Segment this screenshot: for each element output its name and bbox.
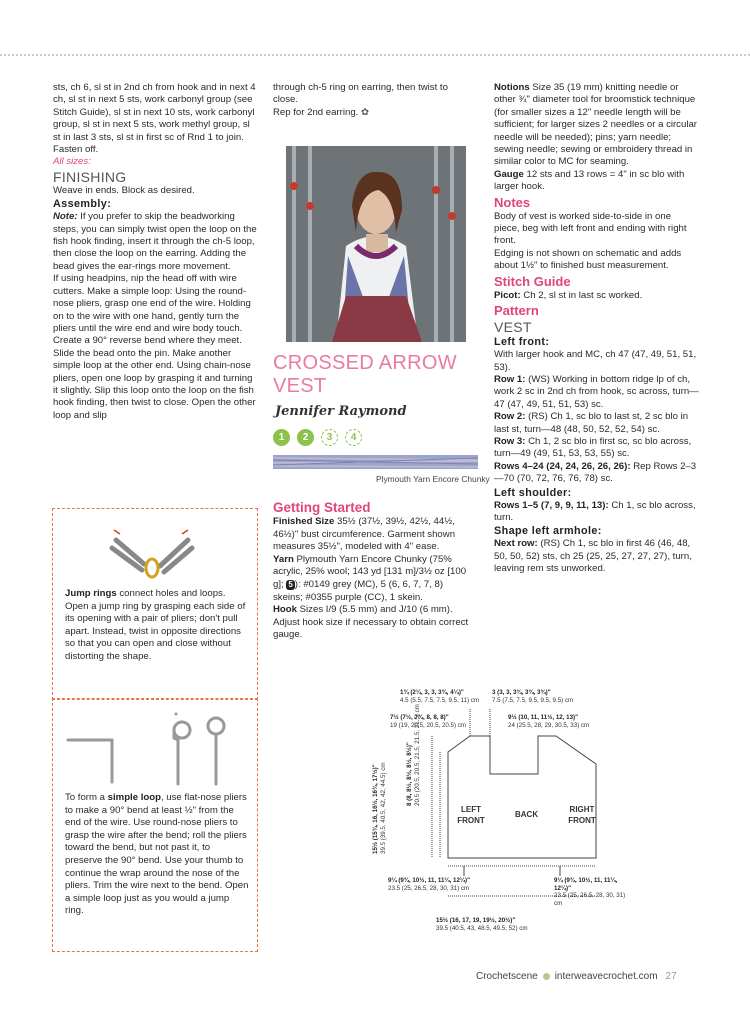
dim-8	[554, 877, 634, 907]
note-text: If you prefer to skip the beadworking steps, you can simply twist open the loop on the fish hook finding, insert it through the ch-5 loop, then close the loop on the earring. Adding the bead gives the ear-rings more movement.	[53, 211, 257, 272]
dim-inches: 15½ (16, 17, 19, 19½, 20½)"	[436, 917, 516, 924]
dim-inches: 7½ (7½, 7¾, 8, 8, 8)"	[390, 714, 449, 721]
yarn-spec-label: Yarn	[273, 553, 294, 565]
dim-3	[390, 714, 466, 729]
yarn-spec-text-1: Plymouth Yarn Encore Chunky (75% acrylic, 25% wool; 143 yd [131 m]/3½ oz [100 g];	[273, 553, 467, 590]
notes-paragraph: Edging is not shown on schematic and adds about 1½" to finished bust measurement.	[494, 247, 682, 272]
gauge-text: 12 sts and 13 rows = 4" in sc blo with larger hook.	[494, 168, 685, 193]
rows-4-24	[494, 461, 699, 486]
next-row	[494, 538, 699, 575]
gauge	[494, 169, 699, 194]
bullet-icon	[543, 973, 550, 980]
notions	[494, 82, 699, 169]
row-label: Row 1:	[494, 373, 526, 385]
simple-loop-wire-illustration	[64, 708, 244, 788]
vest-schematic	[360, 686, 660, 936]
finishing-heading: FINISHING	[53, 168, 127, 185]
yarn-label: Plymouth Yarn Encore Chunky	[376, 474, 490, 484]
simple-loop-text-2: , use flat-nose pliers to make a 90° bend at least ½" from the end of the wire. Use round-nose pliers to grasp the wire after the bend; roll the pliers toward the bend, but not past it, to preserve the 90° bend. Use your thumb to continue the wrap around the nose of the pliers. Trim the wire next to the bend. Open a simple loop just as you would a jump ring.	[65, 792, 249, 917]
dim-cm: 20.5 (20.5, 20.5, 21.5, 21.5, 21.5) cm	[413, 704, 421, 806]
label-back: BACK	[515, 810, 539, 819]
dim-inches: 3 (3, 3, 3¾, 3¾, 3¾)"	[492, 689, 551, 696]
picot	[494, 290, 699, 302]
dim-7	[388, 877, 470, 892]
picot-text: Ch 2, sl st in last sc worked.	[520, 289, 643, 301]
arrow-icon	[114, 530, 120, 534]
getting-started-heading: Getting Started	[273, 500, 371, 515]
dim-inches: 15½ (15¾, 16, 16½, 16¾, 17½)"	[372, 764, 379, 854]
arrow-icon	[182, 530, 188, 534]
dim-cm: 23.5 (25, 26.5, 28, 30, 31) cm	[554, 892, 626, 907]
yarn-weight-icon: 5	[288, 579, 293, 589]
row-text: (WS) Working in bottom ridge lp of ch, work 2 sc in 2nd ch from hook, sc across, turn—47 (47, 49, 51, 51, 53) sc.	[494, 373, 699, 410]
skill-level-4-icon: 4	[345, 429, 362, 446]
row-text: (RS) Ch 1, sc blo in first 46 (46, 48, 50, 50, 52) sts, ch 25 (25, 25, 27, 27, 27), turn, leaving rem sts unworked.	[494, 538, 692, 575]
end-mark-icon: ✿	[361, 106, 370, 118]
column-2	[273, 82, 469, 119]
headpins-paragraph: If using headpins, nip the head off with wire cutters. Make a simple loop: Using the round-nose pliers, grasp one end of the wire. Holding on to the wire with one hand, gently turn the pliers until the wire end and wire body touch. Create a 90° reverse bend where they meet. Slide the bead onto the pin. Make another simple loop at the other end. Using chain-nose pliers, open one loop by grasping it and turning it slightly. Slip this loop onto the loop on the fish hook finding, then twist to close. Open the other loop and slip	[53, 273, 256, 421]
row-label: Row 2:	[494, 411, 526, 423]
yarn-spec	[273, 554, 473, 604]
notes-paragraph: Body of vest is worked side-to-side in one piece, beg with left front and ending with right front.	[494, 210, 687, 247]
dim-6	[372, 763, 387, 855]
notes-heading: Notes	[494, 194, 531, 210]
row-2	[494, 411, 699, 436]
jump-rings-text	[65, 588, 250, 664]
notions-text: Size 35 (19 mm) knitting needle or other ¾" diameter tool for broomstick technique (for smaller sizes a 12" needle length will be sufficient; for larger sizes 2 needles or a circular needle will be needed); pins; yarn needle; sewing needle; sewing or embroidery thread in similar color to MC for seaming.	[494, 82, 697, 168]
finished-size-text: 35½ (37½, 39½, 42½, 44½, 46½)" bust circumference. Garment shown measures 35½", modeled with 4" ease.	[273, 516, 456, 553]
row-label: Row 3:	[494, 435, 526, 447]
footer-magazine: Crochetscene	[476, 971, 538, 982]
row-label: Rows 1–5 (7, 9, 9, 11, 13):	[494, 499, 609, 511]
skill-level-3-icon: 3	[321, 429, 338, 446]
jump-ring-pliers-illustration	[102, 522, 198, 586]
dim-9	[436, 917, 528, 932]
row-1	[494, 374, 699, 411]
dim-cm: 7.5 (7.5, 7.5, 9.5, 9.5, 9.5) cm	[492, 696, 574, 704]
row-label: Next row:	[494, 538, 538, 550]
yarn-swatch	[273, 455, 478, 469]
dim-inches: 1¾ (2¼, 3, 3, 3¾, 4¼)"	[400, 689, 464, 696]
vest-heading: VEST	[494, 319, 532, 336]
dim-inches: 9½ (10, 11, 11½, 12, 13)"	[508, 714, 579, 721]
dim-2	[492, 689, 573, 704]
page-footer	[476, 971, 677, 982]
page-number: 27	[665, 971, 677, 982]
simple-loop-text	[65, 792, 250, 918]
note-paragraph	[53, 211, 259, 273]
simple-loop-text-1: To form a	[65, 792, 108, 803]
label-right-front: RIGHT FRONT	[568, 805, 596, 825]
yarn-spec-text-2: ): #0149 grey (MC), 5 (6, 6, 7, 7, 8) skeins; #0355 purple (CC), 1 skein.	[273, 578, 444, 603]
pattern-title: CROSSED ARROW VEST	[273, 352, 457, 397]
gauge-label: Gauge	[494, 168, 524, 180]
row-text: (RS) Ch 1, sc blo to last st, 2 sc blo in last st, turn—48 (48, 50, 52, 52, 54) sc.	[494, 411, 689, 435]
assembly-heading: Assembly:	[53, 198, 112, 211]
body-paragraph: sts, ch 6, sl st in 2nd ch from hook and in next 4 ch, sl st in next 5 sts, work carbonyl group (see Stitch Guide), sl st in next 10 sts, work carbonyl group, sl st in next 5 sts, work methyl group, sl st in last 3 sts, sl st in first sc of Rnd 1 to join. Fasten off.	[53, 82, 256, 156]
footer-website: interweavecrochet.com	[554, 971, 658, 982]
body-paragraph: through ch-5 ring on earring, then twist to close.	[273, 82, 448, 106]
top-dotted-rule	[0, 54, 750, 56]
dim-4	[508, 714, 589, 729]
hook-spec-label: Hook	[273, 604, 297, 616]
left-front-heading: Left front:	[494, 336, 550, 349]
simple-loop-label: simple loop	[107, 792, 161, 803]
jump-rings-body: connect holes and loops. Open a jump ring by grasping each side of its opening with a pair of pliers; don't pull apart. Instead, twist in opposite directions so that you can open and close without distorting the shape.	[65, 588, 246, 662]
label-left-front: LEFT FRONT	[457, 805, 485, 825]
dim-cm: 23.5 (25, 26.5, 28, 30, 31) cm	[388, 884, 470, 892]
row-3	[494, 436, 699, 461]
dim-inches: 9¼ (9¾, 10½, 11, 11¼, 12¼)"	[554, 877, 618, 892]
row-text: Ch 1, 2 sc blo in first sc, sc blo across, turn—49 (49, 51, 53, 53, 55) sc.	[494, 435, 692, 460]
hook-spec	[273, 604, 473, 642]
body-paragraph	[273, 107, 469, 119]
rep-text: Rep for 2nd earring.	[273, 106, 359, 118]
dim-inches: 8 (8, 8½, 8½, 8½, 8½)"	[406, 742, 413, 806]
picot-label: Picot:	[494, 289, 521, 301]
rows-1-5	[494, 500, 699, 525]
row-label: Rows 4–24 (24, 24, 26, 26, 26):	[494, 460, 631, 472]
dim-inches: 9¼ (9¾, 10½, 11, 11¼, 12¼)"	[388, 877, 471, 884]
dim-cm: 24 (25.5, 28, 29, 30.5, 33) cm	[508, 721, 590, 729]
pattern-heading: Pattern	[494, 303, 539, 319]
model-photo	[286, 146, 466, 342]
all-sizes-label: All sizes:	[53, 156, 91, 168]
finished-size-label: Finished Size	[273, 516, 335, 527]
dim-cm: 4.5 (5.5, 7.5, 7.5, 9.5, 11) cm	[400, 696, 479, 704]
stitch-guide-heading: Stitch Guide	[494, 273, 571, 289]
dim-cm: 19 (19, 20.5, 20.5, 20.5) cm	[390, 721, 467, 729]
dim-cm: 39.5 (39.5, 40.5, 42, 42, 44.5) cm	[379, 762, 387, 854]
dim-cm: 39.5 (40.5, 43, 48.5, 49.5, 52) cm	[436, 924, 528, 932]
left-shoulder-heading: Left shoulder:	[494, 486, 572, 499]
column-3	[494, 82, 699, 576]
dim-1	[400, 689, 479, 704]
jump-rings-label: Jump rings	[65, 588, 117, 599]
note-label: Note:	[53, 211, 78, 223]
getting-started-section	[273, 496, 473, 642]
row-text: Rep Rows 2–3—70 (70, 72, 76, 76, 78) sc.	[494, 460, 697, 485]
skill-level-1-icon: 1	[273, 429, 290, 446]
notions-label: Notions	[494, 82, 530, 93]
left-front-text: With larger hook and MC, ch 47 (47, 49, 51, 51, 53).	[494, 349, 697, 373]
column-1	[53, 82, 259, 422]
dim-5	[406, 704, 421, 806]
author-name: Jennifer Raymond	[275, 404, 407, 419]
row-text: Ch 1, sc blo across, turn.	[494, 499, 696, 523]
finishing-text: Weave in ends. Block as desired.	[53, 184, 195, 196]
skill-level-2-icon: 2	[297, 429, 314, 446]
finished-size	[273, 516, 473, 554]
hook-spec-text: Sizes I/9 (5.5 mm) and J/10 (6 mm). Adjust hook size if necessary to obtain correct gauge.	[273, 604, 469, 641]
shape-left-armhole-heading: Shape left armhole:	[494, 525, 602, 538]
